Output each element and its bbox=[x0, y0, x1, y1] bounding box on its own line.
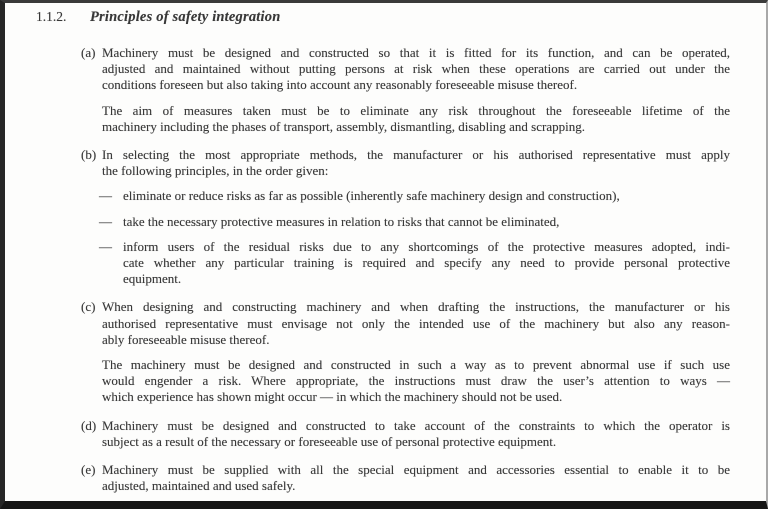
paragraph bbox=[102, 357, 730, 406]
text-line: cate whether any particular training is required and specify any need to provide personal protective bbox=[123, 255, 730, 271]
items-list bbox=[36, 45, 730, 494]
text-line: When designing and constructing machinery and when drafting the instructions, the manufacturer or his bbox=[102, 299, 730, 315]
item-label: (e) bbox=[81, 462, 96, 478]
dash-text bbox=[123, 214, 730, 230]
item-label: (b) bbox=[81, 147, 97, 163]
text-line: adjusted, maintained and used safely. bbox=[102, 478, 296, 494]
text-line: take the necessary protective measures in relation to risks that cannot be eliminated, bbox=[123, 213, 560, 229]
item-body bbox=[102, 299, 730, 405]
text-line: machinery including the phases of transport, assembly, dismantling, disabling and scrapping. bbox=[102, 118, 585, 134]
paragraph bbox=[102, 103, 730, 135]
document-item bbox=[81, 462, 730, 494]
text-line: eliminate or reduce risks as far as possible (inherently safe machinery design and construction), bbox=[123, 188, 620, 204]
text-line: Machinery must be designed and constructed so that it is fitted for its function, and can be operated, bbox=[102, 45, 730, 60]
item-label: (c) bbox=[81, 299, 96, 315]
text-line: would engender a risk. Where appropriate, the instructions must draw the user’s attention to ways — bbox=[102, 373, 730, 389]
paragraph bbox=[102, 418, 730, 450]
document-item bbox=[81, 147, 730, 287]
item-body bbox=[102, 462, 730, 494]
document-item bbox=[81, 299, 730, 405]
item-label: (d) bbox=[81, 417, 97, 433]
section-heading bbox=[36, 8, 730, 26]
text-line: subject as a result of the necessary or foreseeable use of personal protective equipment. bbox=[102, 433, 557, 449]
dash-marker: — bbox=[99, 238, 112, 254]
document-item bbox=[81, 45, 730, 135]
text-line: conditions foreseen but also taking into account any reasonably foreseeable misuse thereof. bbox=[102, 77, 578, 93]
item-label: (a) bbox=[81, 45, 96, 60]
dash-marker: — bbox=[99, 188, 112, 204]
text-line: In selecting the most appropriate methods, the manufacturer or his authorised representative must apply bbox=[102, 147, 730, 163]
dash-marker: — bbox=[99, 213, 112, 229]
document-item bbox=[81, 418, 730, 450]
text-line: inform users of the residual risks due to any shortcomings of the protective measures adopted, indi- bbox=[123, 238, 730, 254]
paragraph bbox=[102, 299, 730, 348]
item-body bbox=[102, 418, 730, 450]
text-line: Machinery must be supplied with all the special equipment and accessories essential to enable it to be bbox=[102, 462, 730, 478]
paragraph bbox=[102, 462, 730, 494]
paragraph bbox=[102, 147, 730, 179]
dash-item bbox=[99, 213, 730, 230]
dash-text bbox=[123, 188, 730, 204]
text-line: which experience has shown might occur — in which the machinery should not be used. bbox=[102, 389, 563, 405]
item-body bbox=[102, 45, 730, 135]
item-body bbox=[99, 147, 730, 287]
dash-item bbox=[99, 238, 730, 288]
section-title: Principles of safety integration bbox=[90, 9, 281, 25]
text-line: Machinery must be designed and constructed to take account of the constraints to which the operator is bbox=[102, 417, 730, 433]
paragraph bbox=[102, 45, 730, 94]
text-line: adjusted and maintained without putting persons at risk when these operations are carried out under the bbox=[102, 61, 730, 77]
text-line: The aim of measures taken must be to eliminate any risk throughout the foreseeable lifetime of the bbox=[102, 102, 730, 118]
text-line: authorised representative must envisage not only the intended use of the machinery but also any reason- bbox=[102, 315, 730, 331]
text-line: equipment. bbox=[123, 271, 182, 287]
text-line: ably foreseeable misuse thereof. bbox=[102, 331, 270, 347]
section-number: 1.1.2. bbox=[36, 9, 67, 24]
text-line: the following principles, in the order given: bbox=[102, 163, 329, 179]
dash-item bbox=[99, 188, 730, 204]
text-line: The machinery must be designed and constructed in such a way as to prevent abnormal use if such use bbox=[102, 357, 730, 373]
dash-text bbox=[123, 239, 730, 288]
